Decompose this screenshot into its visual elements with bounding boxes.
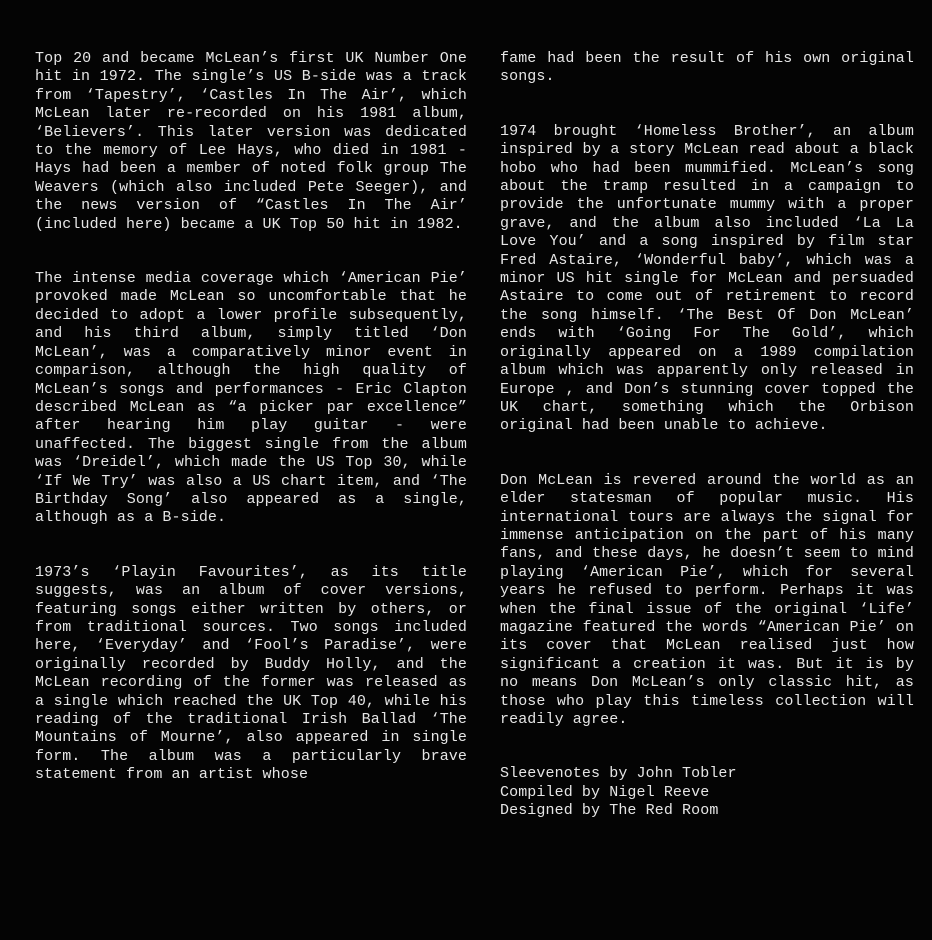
credit-designed: Designed by The Red Room xyxy=(500,802,719,820)
paragraph-homeless-brother: 1974 brought ‘Homeless Brother’, an album inspired by a story McLean read about a black hobo who had been mummified. McLean’s song about the tramp resulted in a campaign to provide the unfortunate mummy with a proper grave, and the album also included ‘La La Love You’ and a song inspired by film star Fred Astaire, ‘Wonderful baby’, which was a minor US hit single for McLean and persuaded Astaire to come out of retirement to record the song himself. ‘The Best Of Don McLean’ ends with ‘Going For The Gold’, which originally appeared on a 1989 compilation album which was apparently only released in Europe , and Don’s stunning cover topped the UK chart, something which the Orbison original had been unable to achieve. xyxy=(500,122,914,435)
paragraph-spacer xyxy=(500,729,914,765)
credit-sleevenotes: Sleevenotes by John Tobler xyxy=(500,765,737,783)
paragraph-castles-in-the-air: Top 20 and became McLean’s first UK Number One hit in 1972. The single’s US B-side was a track from ‘Tapestry’, ‘Castles In The Air’, which McLean later re-recorded on his 1981 album, ‘Believers’. This later version was dedicated to the memory of Lee Hays, who died in 1981 - Hays had been a member of noted folk group The Weavers (which also included Pete Seeger), and the news version of “Castles In The Air’ (included here) became a UK Top 50 hit in 1982. xyxy=(35,50,467,233)
right-text-column xyxy=(500,50,914,821)
paragraph-spacer xyxy=(500,436,914,472)
paragraph-spacer xyxy=(500,87,914,123)
credit-compiled: Compiled by Nigel Reeve xyxy=(500,783,710,801)
paragraph-spacer xyxy=(35,528,467,564)
paragraph-continuation: fame had been the result of his own original songs. xyxy=(500,50,914,86)
paragraph-spacer xyxy=(35,234,467,270)
paragraph-third-album: The intense media coverage which ‘American Pie’ provoked made McLean so uncomfortable that he decided to adopt a lower profile subsequently, and his third album, simply titled ‘Don McLean’, was a comparatively minor event in comparison, although the high quality of McLean’s songs and performances - Eric Clapton described McLean as “a picker par excellence” after hearing him play guitar - were unaffected. The biggest single from the album was ‘Dreidel’, which made the US Top 30, while ‘If We Try’ was also a US chart item, and ‘The Birthday Song’ also appeared as a single, although as a B-side. xyxy=(35,270,467,527)
credits-block xyxy=(500,765,914,820)
paragraph-elder-statesman: Don McLean is revered around the world as an elder statesman of popular music. His international tours are always the signal for immense anticipation on the part of his many fans, and these days, he doesn’t seem to mind playing ‘American Pie’, which for several years he refused to perform. Perhaps it was when the final issue of the original ‘Life’ magazine featured the words “American Pie’ on its cover that McLean realised just how significant a creation it was. But it is by no means Don McLean’s only classic hit, as those who play this timeless collection will readily agree. xyxy=(500,471,914,728)
paragraph-playin-favourites: 1973’s ‘Playin Favourites’, as its title suggests, was an album of cover versions, featuring songs either written by others, or from traditional sources. Two songs included here, ‘Everyday’ and ‘Fool’s Paradise’, were originally recorded by Buddy Holly, and the McLean recording of the former was released as a single which reached the UK Top 40, while his reading of the traditional Irish Ballad ‘The Mountains of Mourne’, also appeared in single form. The album was a particularly brave statement from an artist whose xyxy=(35,563,467,784)
left-text-column xyxy=(35,50,467,785)
